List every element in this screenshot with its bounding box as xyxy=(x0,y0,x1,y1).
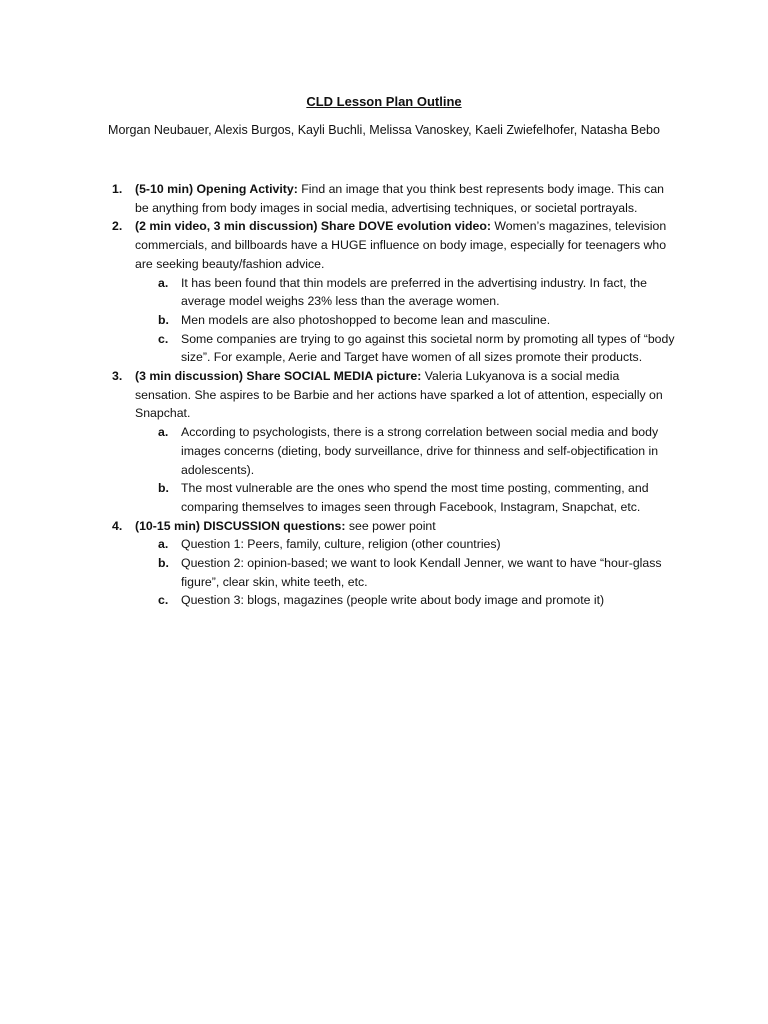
sub-item-4c xyxy=(158,591,675,610)
sub-item-2c xyxy=(158,330,675,367)
sub-item-text: Men models are also photoshopped to become lean and masculine. xyxy=(181,312,551,327)
item-body: Women’s magazines, television commercials, and billboards have a HUGE influence on body image, especially for teenagers who are seeking beauty/fashion advice. xyxy=(135,219,667,271)
sub-item-3a xyxy=(158,423,675,479)
sub-item-text: Some companies are trying to go against this societal norm by promoting all types of “body size”. For example, Aerie and Target have women of all sizes promote their products. xyxy=(181,331,675,365)
author-list: Morgan Neubauer, Alexis Burgos, Kayli Buchli, Melissa Vanoskey, Kaeli Zwiefelhofer, Natasha Bebo xyxy=(108,123,660,137)
item-heading: (2 min video, 3 min discussion) Share DOVE evolution video: xyxy=(135,219,491,234)
sub-item-2b xyxy=(158,311,675,330)
sub-item-letter: a. xyxy=(158,537,169,552)
sub-item-text: Question 3: blogs, magazines (people write about body image and promote it) xyxy=(181,593,605,608)
item-number: 3. xyxy=(112,369,123,384)
sub-item-4b xyxy=(158,554,675,591)
sub-item-letter: c. xyxy=(158,331,169,346)
sub-item-2a xyxy=(158,274,675,311)
sub-item-text: Question 1: Peers, family, culture, religion (other countries) xyxy=(181,537,501,552)
document-title: CLD Lesson Plan Outline xyxy=(306,94,462,109)
sub-item-letter: b. xyxy=(158,312,169,327)
outline-item-4 xyxy=(112,517,675,536)
sub-item-letter: c. xyxy=(158,593,169,608)
item-heading: (3 min discussion) Share SOCIAL MEDIA picture: xyxy=(135,369,422,384)
sub-item-4a xyxy=(158,535,675,554)
item-heading: (10-15 min) DISCUSSION questions: xyxy=(135,518,346,533)
sub-item-text: The most vulnerable are the ones who spend the most time posting, commenting, and comparing themselves to images seen through Facebook, Instagram, Snapchat, etc. xyxy=(181,481,649,514)
sub-item-text: Question 2: opinion-based; we want to look Kendall Jenner, we want to have “hour-glass figure”, clear skin, white teeth, etc. xyxy=(181,556,662,589)
sub-item-letter: a. xyxy=(158,425,169,440)
sub-item-letter: a. xyxy=(158,275,169,290)
sub-item-text: According to psychologists, there is a strong correlation between social media and body images concerns (dieting, body surveillance, drive for thinness and self-objectification in adolescents). xyxy=(181,425,659,477)
outline-item-3 xyxy=(112,367,675,423)
sub-item-3b xyxy=(158,479,675,516)
item-number: 1. xyxy=(112,182,123,196)
outline-item-1 xyxy=(112,180,675,217)
item-body: Find an image that you think best represents body image. This can be anything from body images in social media, advertising techniques, or societal portrayals. xyxy=(135,182,664,215)
outline-item-2 xyxy=(112,217,675,273)
item-heading: (5-10 min) Opening Activity: xyxy=(135,182,298,196)
sub-item-letter: b. xyxy=(158,556,169,571)
item-number: 4. xyxy=(112,518,123,533)
item-number: 2. xyxy=(112,219,123,234)
item-body: Valeria Lukyanova is a social media sensation. She aspires to be Barbie and her actions have sparked a lot of attention, especially on Snapchat. xyxy=(135,369,663,421)
lesson-outline xyxy=(112,180,675,610)
item-body: see power point xyxy=(345,518,436,533)
sub-item-text: It has been found that thin models are preferred in the advertising industry. In fact, the average model weighs 23% less than the average women. xyxy=(181,275,647,309)
sub-item-letter: b. xyxy=(158,481,169,496)
